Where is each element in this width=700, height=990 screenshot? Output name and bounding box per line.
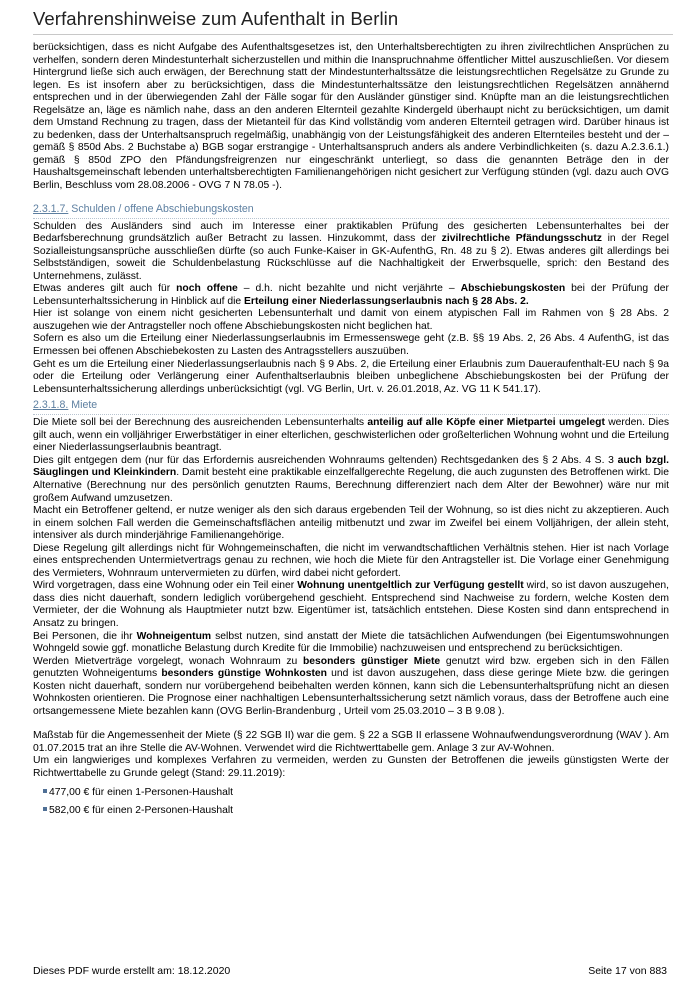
section-title: Schulden / offene Abschiebungskosten <box>71 202 254 215</box>
paragraph: Hier ist solange von einem nicht gesicherten Lebensunterhalt und damit von einem atypischen Fall im Rahmen von § 28 Abs. 2 auszugehen wie der Antragsteller noch offene Abschiebungskosten nicht beglichen hat. <box>33 308 669 332</box>
paragraph: Maßstab für die Angemessenheit der Miete (§ 22 SGB II) war die gem. § 22 a SGB II erlassene Wohnaufwendungsverordnung (WAV ). Am 01.07.2015 trat an ihre Stelle die AV-Wohnen. Verwendet wird die Richtwerttabelle gem. Anlage 3 zur AV-Wohnen. <box>33 730 669 754</box>
section-number-link[interactable]: 2.3.1.8. <box>33 399 69 412</box>
paragraph: Schulden des Ausländers sind auch im Interesse einer praktikablen Prüfung des gesicherten Lebensunterhaltes bei der Bedarfsberechnung grundsätzlich außer Betracht zu lassen. Hinzukommt, dass der zivilrechtliche Pfändungsschutz in der Regel Sozialleistungsansprüche ausschließen dürfte (so auch Funke-Kaiser in GK-AufenthG, Rn. 48 zu § 2). Etwas anderes gilt allerdings bei Selbstständigen, soweit die Schuldenbelastung Rückschlüsse auf die Nachhaltigkeit der Erwerbsquelle, sprich: den Bestand des Unternehmens, zulässt. <box>33 220 669 282</box>
paragraph: Diese Regelung gilt allerdings nicht für Wohngemeinschaften, die nicht im verwandtschaftlichen Verhältnis stehen. Hier ist nach Vorlage eines entsprechenden Untermietvertrags genau zu rechnen, wie hoch die Miete für den Antragsteller ist. Die Vorlage einer Genehmigung des Vermieters, Wohnraum untervermieten zu dürfen, wird dabei nicht gefordert. <box>33 542 669 579</box>
section-heading-schulden <box>33 203 669 219</box>
bullet-icon <box>43 807 47 811</box>
paragraph: Um ein langwieriges und komplexes Verfahren zu vermeiden, werden zu Gunsten der Betroffenen die jeweils günstigsten Werte der Richtwerttabelle zu Grunde gelegt (Stand: 29.11.2019): <box>33 755 669 779</box>
paragraph: Werden Mietverträge vorgelegt, wonach Wohnraum zu besonders günstiger Miete genutzt wird bzw. ergeben sich in den Fällen genutzten Wohneigentums besonders günstige Wohnkosten und ist davon auszugehen, dass diese geringe Miete bzw. die geringen Kosten nicht dauerhaft, sondern nur vorübergehend beibehalten werden können, kann sich die Lebensunterhaltsprüfung nicht an diesen Wohnkosten orientieren. Die Prognose einer nachhaltigen Lebensunterhaltssicherung setzt nämlich voraus, dass der Betroffene auch eine ortsangemessene Miete bezahlen kann (OVG Berlin-Brandenburg , Urteil vom 25.03.2010 – 3 B 9.08 ). <box>33 655 669 717</box>
page-title: Verfahrenshinweise zum Aufenthalt in Berlin <box>33 8 673 35</box>
paragraph: Macht ein Betroffener geltend, er nutze weniger als den sich daraus ergebenden Teil der Wohnung, so ist dies nicht zu akzeptieren. Auch in einem solchen Fall werden die Gemeinschaftsflächen anteilig mitbenutzt und zwar im Zweifel bei einem Volljährigen, der allein steht, intensiver als durch minderjährige Familienangehörige. <box>33 505 669 542</box>
section-title: Miete <box>71 399 98 412</box>
paragraph: Dies gilt entgegen dem (nur für das Erfordernis ausreichenden Wohnraums geltenden) Rechtsgedanken des § 2 Abs. 4 S. 3 auch bzgl. Säuglingen und Kleinkindern. Damit besteht eine praktikable einzelfallgerechte Regelung, die auch zugunsten des Betroffenen wirkt. Die Alternative (Berechnung nur des persönlich genutzten Raums, Berechnung differenziert nach dem Alter der Bewohner) wäre nur mit großem Aufwand umzusetzen. <box>33 454 669 504</box>
paragraph-intro: berücksichtigen, dass es nicht Aufgabe des Aufenthaltsgesetzes ist, den Unterhaltsberechtigten zu ihren zivilrechtlichen Ansprüchen zu verhelfen, sondern deren Mindestunterhalt sicherzustellen und mithin die Inanspruchnahme öffentlicher Mittel auszuschließen. Vor diesem Hintergrund ließe sich auch erwägen, der Berechnung statt der Mindestunterhaltssätze die leistungsrechtlichen Regelsätze zu Grunde zu legen. Es ist insofern aber zu berücksichtigen, dass die Mindestunterhaltssätze den leistungsrechtlichen Regelsätzen annähernd entsprechen und in der überwiegenden Zahl der Fälle sogar für den Ausländer günstiger sind. Knüpfte man an die leistungsrechtlichen Regelsätze an, läge es nämlich nahe, dass an den anderen Elternteil gezahlte Kindergeld überhaupt nicht zu berücksichtigen, um damit dem Umstand Rechnung zu tragen, dass der Mietanteil für das Kind vollständig vom anderen Elternteil getragen wird. Darüber hinaus ist zu bedenken, dass der Unterhaltsanspruch regelmäßig, unabhängig von der Leistungsfähigkeit des anderen Elternteiles besteht und der – gemäß § 850d Abs. 2 Buchstabe a) BGB sogar erstrangige - Unterhaltsanspruch anders als andere Verbindlichkeiten (s. dazu A.2.3.6.1.) gemäß § 850d ZPO den Pfändungsfreigrenzen nur eingeschränkt unterliegt, so dass die genannten Beträge den in der Haushaltsgemeinschaft lebenden unterhaltsberechtigten Familienangehörigen nicht gesichert zur Verfügung stünden (vgl. dazu auch OVG Berlin, Beschluss vom 28.08.2006 - OVG 7 N 78.05 -). <box>33 42 669 192</box>
footer-created-date: Dieses PDF wurde erstellt am: 18.12.2020 <box>33 965 231 977</box>
footer-page-number: Seite 17 von 883 <box>588 965 667 977</box>
bullet-icon <box>43 789 47 793</box>
section-number-link[interactable]: 2.3.1.7. <box>33 202 69 215</box>
paragraph: Etwas anderes gilt auch für noch offene – d.h. nicht bezahlte und nicht verjährte – Abschiebungskosten bei der Prüfung der Lebensunterhaltssicherung in Hinblick auf die Erteilung einer Niederlassungserlaubnis nach § 28 Abs. 2. <box>33 283 669 307</box>
spacer <box>33 718 669 730</box>
paragraph: Geht es um die Erteilung einer Niederlassungserlaubnis nach § 9 Abs. 2, die Erteilung einer Erlaubnis zum Daueraufenthalt-EU nach § 9a oder die Erteilung oder Verlängerung einer Aufenthaltserlaubnis bleiben unbeglichene Abschiebungskosten bei der Prüfung der Lebensunterhaltssicherung allerdings unberücksichtigt (vgl. VG Berlin, Urt. v. 26.01.2018, Az. VG 11 K 541.17). <box>33 358 669 395</box>
list-item: 582,00 € für einen 2-Personen-Haushalt <box>43 805 669 818</box>
paragraph: Sofern es also um die Erteilung einer Niederlassungserlaubnis im Ermessenswege geht (z.B. §§ 19 Abs. 2, 26 Abs. 4 AufenthG, ist das Ermessen bei offenen Abschiebekosten zu Lasten des Antragsstellers auszuüben. <box>33 333 669 358</box>
document-body <box>33 42 669 818</box>
paragraph: Bei Personen, die ihr Wohneigentum selbst nutzen, sind anstatt der Miete die tatsächlichen Aufwendungen (bei Eigentumswohnungen Wohngeld sowie ggf. monatliche Belastung durch Kredite für die Immobilie) nachzuweisen und entsprechend zu berücksichtigen. <box>33 630 669 655</box>
section-heading-miete <box>33 399 669 415</box>
paragraph: Wird vorgetragen, dass eine Wohnung oder ein Teil einer Wohnung unentgeltlich zur Verfügung gestellt wird, so ist davon auszugehen, dass dies nicht dauerhaft, sondern lediglich vorübergehend geschieht. Entsprechend sind Nachweise zu fordern, welche Kosten dem Vermieter, der die Wohnung als Hauptmieter nutzt bzw. Eigentümer ist, tatsächlich entstehen. Diese Kosten sind dann entsprechend in Ansatz zu bringen. <box>33 580 669 629</box>
list-item: 477,00 € für einen 1-Personen-Haushalt <box>43 787 669 800</box>
paragraph: Die Miete soll bei der Berechnung des ausreichenden Lebensunterhalts anteilig auf alle Köpfe einer Mietpartei umgelegt werden. Dies gilt auch, wenn ein volljähriger Erwerbstätiger in einer elterlichen, geschwisterlichen oder großelterlichen Wohnung wohnt und die Erteilung einer Niederlassungserlaubnis beantragt. <box>33 417 669 454</box>
